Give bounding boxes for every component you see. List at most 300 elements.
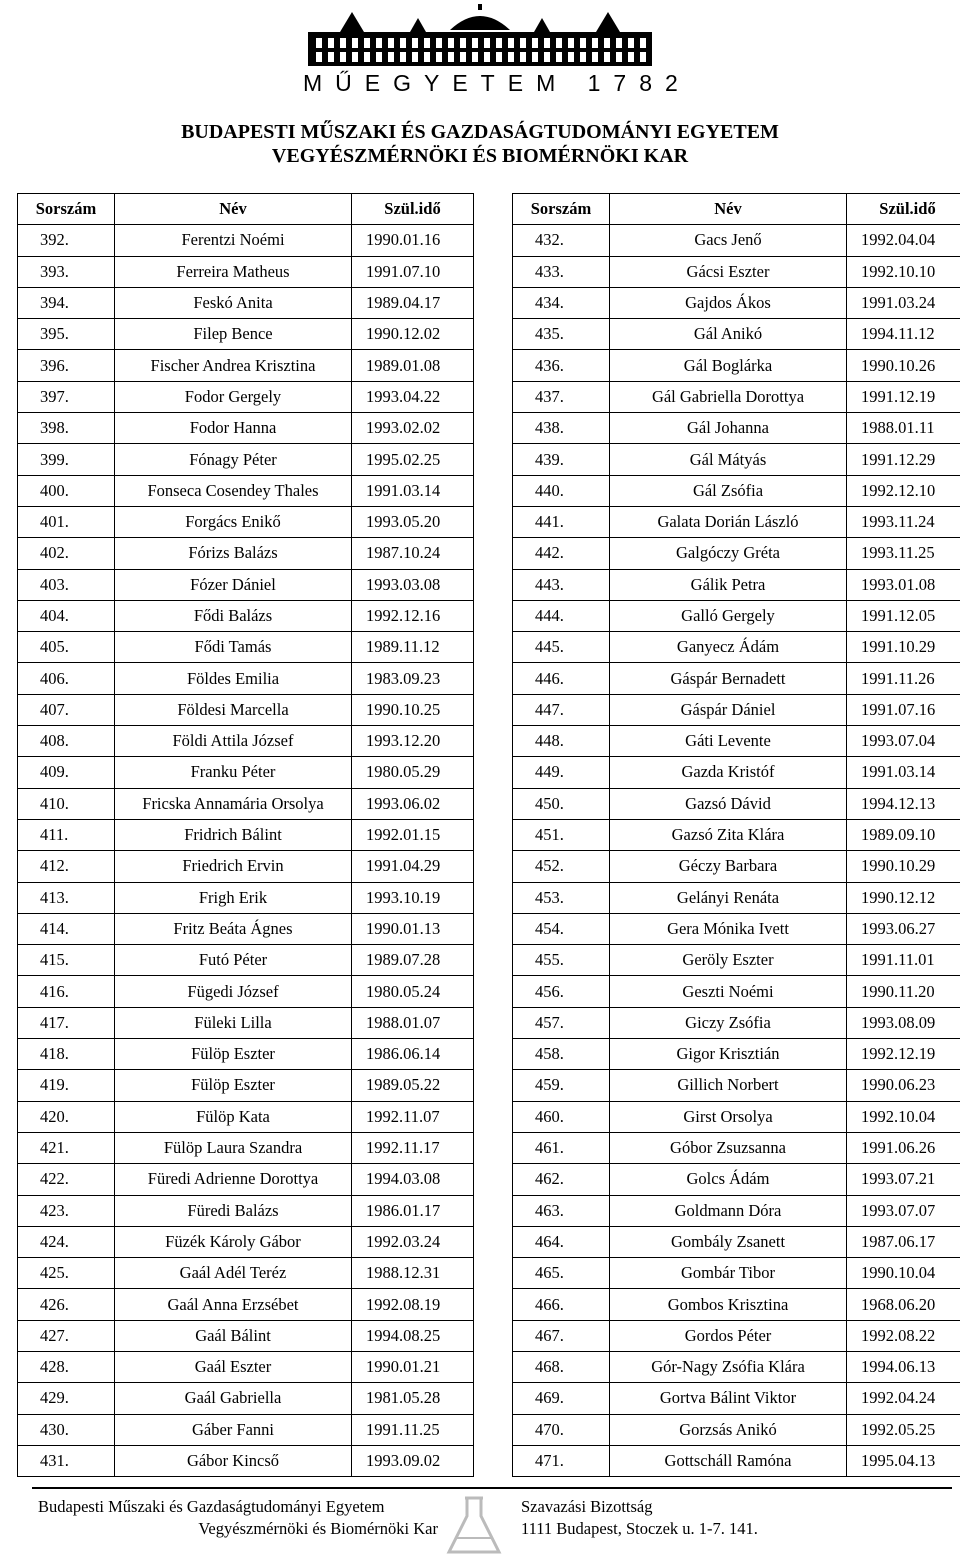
birthdate-cell: 1989.07.28 xyxy=(352,945,474,976)
name-cell: Gortva Bálint Viktor xyxy=(610,1383,847,1414)
name-cell: Fülöp Eszter xyxy=(115,1070,352,1101)
name-cell: Fődi Tamás xyxy=(115,632,352,663)
birthdate-cell: 1994.06.13 xyxy=(847,1351,960,1382)
table-row xyxy=(513,1070,960,1101)
serial-cell: 469. xyxy=(513,1383,610,1414)
column-header-name: Név xyxy=(610,194,847,225)
serial-cell: 425. xyxy=(18,1258,115,1289)
serial-cell: 443. xyxy=(513,569,610,600)
name-cell: Gazda Kristóf xyxy=(610,757,847,788)
serial-cell: 398. xyxy=(18,413,115,444)
name-cell: Füredi Balázs xyxy=(115,1195,352,1226)
serial-cell: 419. xyxy=(18,1070,115,1101)
birthdate-cell: 1995.04.13 xyxy=(847,1445,960,1476)
column-header-name: Név xyxy=(115,194,352,225)
name-cell: Friedrich Ervin xyxy=(115,851,352,882)
birthdate-cell: 1991.03.24 xyxy=(847,287,960,318)
birthdate-cell: 1990.12.02 xyxy=(352,319,474,350)
birthdate-cell: 1990.01.13 xyxy=(352,913,474,944)
table-row xyxy=(513,225,960,256)
birthdate-cell: 1993.11.25 xyxy=(847,538,960,569)
table-row xyxy=(513,851,960,882)
name-cell: Golcs Ádám xyxy=(610,1164,847,1195)
table-row xyxy=(513,1101,960,1132)
birthdate-cell: 1987.06.17 xyxy=(847,1226,960,1257)
birthdate-cell: 1990.10.25 xyxy=(352,694,474,725)
table-row xyxy=(513,256,960,287)
table-row xyxy=(513,882,960,913)
serial-cell: 421. xyxy=(18,1132,115,1163)
serial-cell: 438. xyxy=(513,413,610,444)
birthdate-cell: 1991.12.05 xyxy=(847,600,960,631)
table-row xyxy=(18,506,474,537)
name-cell: Gazsó Dávid xyxy=(610,788,847,819)
serial-cell: 449. xyxy=(513,757,610,788)
name-cell: Gombos Krisztina xyxy=(610,1289,847,1320)
table-row xyxy=(513,788,960,819)
name-cell: Fridrich Bálint xyxy=(115,819,352,850)
serial-cell: 397. xyxy=(18,381,115,412)
serial-cell: 418. xyxy=(18,1039,115,1070)
name-cell: Gombály Zsanett xyxy=(610,1226,847,1257)
name-cell: Fülöp Eszter xyxy=(115,1039,352,1070)
birthdate-cell: 1988.01.11 xyxy=(847,413,960,444)
table-row xyxy=(513,1383,960,1414)
candidate-table-right xyxy=(512,193,960,1477)
birthdate-cell: 1988.12.31 xyxy=(352,1258,474,1289)
table-row xyxy=(513,1007,960,1038)
table-row xyxy=(18,225,474,256)
serial-cell: 417. xyxy=(18,1007,115,1038)
serial-cell: 414. xyxy=(18,913,115,944)
name-cell: Fónagy Péter xyxy=(115,444,352,475)
name-cell: Füleki Lilla xyxy=(115,1007,352,1038)
table-row xyxy=(18,319,474,350)
serial-cell: 399. xyxy=(18,444,115,475)
table-row xyxy=(18,350,474,381)
table-row xyxy=(18,1258,474,1289)
birthdate-cell: 1991.03.14 xyxy=(352,475,474,506)
name-cell: Füredi Adrienne Dorottya xyxy=(115,1164,352,1195)
birthdate-cell: 1994.08.25 xyxy=(352,1320,474,1351)
birthdate-cell: 1992.10.10 xyxy=(847,256,960,287)
name-cell: Fülöp Laura Szandra xyxy=(115,1132,352,1163)
serial-cell: 446. xyxy=(513,663,610,694)
serial-cell: 451. xyxy=(513,819,610,850)
table-row xyxy=(513,506,960,537)
birthdate-cell: 1994.03.08 xyxy=(352,1164,474,1195)
name-cell: Fritz Beáta Ágnes xyxy=(115,913,352,944)
table-row xyxy=(513,913,960,944)
name-cell: Geszti Noémi xyxy=(610,976,847,1007)
table-row xyxy=(513,1351,960,1382)
table-row xyxy=(513,1039,960,1070)
table-row xyxy=(18,632,474,663)
birthdate-cell: 1987.10.24 xyxy=(352,538,474,569)
name-cell: Gera Mónika Ivett xyxy=(610,913,847,944)
birthdate-cell: 1992.12.16 xyxy=(352,600,474,631)
serial-cell: 468. xyxy=(513,1351,610,1382)
birthdate-cell: 1991.11.25 xyxy=(352,1414,474,1445)
table-row xyxy=(18,1414,474,1445)
serial-cell: 426. xyxy=(18,1289,115,1320)
table-row xyxy=(513,757,960,788)
name-cell: Fózer Dániel xyxy=(115,569,352,600)
table-row xyxy=(513,1164,960,1195)
table-row xyxy=(513,413,960,444)
birthdate-cell: 1993.08.09 xyxy=(847,1007,960,1038)
birthdate-cell: 1992.11.07 xyxy=(352,1101,474,1132)
name-cell: Gál Gabriella Dorottya xyxy=(610,381,847,412)
birthdate-cell: 1992.08.19 xyxy=(352,1289,474,1320)
name-cell: Fődi Balázs xyxy=(115,600,352,631)
table-row xyxy=(513,569,960,600)
table-row xyxy=(18,381,474,412)
table-row xyxy=(18,1132,474,1163)
birthdate-cell: 1992.01.15 xyxy=(352,819,474,850)
name-cell: Gaál Adél Teréz xyxy=(115,1258,352,1289)
name-cell: Gaál Gabriella xyxy=(115,1383,352,1414)
serial-cell: 392. xyxy=(18,225,115,256)
name-cell: Fodor Hanna xyxy=(115,413,352,444)
name-cell: Gaál Eszter xyxy=(115,1351,352,1382)
birthdate-cell: 1995.02.25 xyxy=(352,444,474,475)
birthdate-cell: 1993.03.08 xyxy=(352,569,474,600)
birthdate-cell: 1991.06.26 xyxy=(847,1132,960,1163)
serial-cell: 447. xyxy=(513,694,610,725)
birthdate-cell: 1989.01.08 xyxy=(352,350,474,381)
serial-cell: 435. xyxy=(513,319,610,350)
table-row xyxy=(18,444,474,475)
serial-cell: 416. xyxy=(18,976,115,1007)
birthdate-cell: 1992.08.22 xyxy=(847,1320,960,1351)
birthdate-cell: 1993.10.19 xyxy=(352,882,474,913)
serial-cell: 406. xyxy=(18,663,115,694)
name-cell: Gáspár Dániel xyxy=(610,694,847,725)
serial-cell: 455. xyxy=(513,945,610,976)
birthdate-cell: 1992.11.17 xyxy=(352,1132,474,1163)
name-cell: Gáspár Bernadett xyxy=(610,663,847,694)
serial-cell: 422. xyxy=(18,1164,115,1195)
name-cell: Gáber Fanni xyxy=(115,1414,352,1445)
serial-cell: 456. xyxy=(513,976,610,1007)
birthdate-cell: 1993.12.20 xyxy=(352,726,474,757)
table-row xyxy=(18,1289,474,1320)
name-cell: Fodor Gergely xyxy=(115,381,352,412)
table-row xyxy=(18,1351,474,1382)
birthdate-cell: 1991.04.29 xyxy=(352,851,474,882)
serial-cell: 450. xyxy=(513,788,610,819)
name-cell: Földes Emilia xyxy=(115,663,352,694)
birthdate-cell: 1989.04.17 xyxy=(352,287,474,318)
name-cell: Gajdos Ákos xyxy=(610,287,847,318)
birthdate-cell: 1993.01.08 xyxy=(847,569,960,600)
table-row xyxy=(18,1195,474,1226)
birthdate-cell: 1990.10.26 xyxy=(847,350,960,381)
name-cell: Gaál Anna Erzsébet xyxy=(115,1289,352,1320)
table-row xyxy=(513,1445,960,1476)
birthdate-cell: 1989.09.10 xyxy=(847,819,960,850)
table-row xyxy=(513,538,960,569)
building-icon xyxy=(300,4,660,68)
name-cell: Gál Zsófia xyxy=(610,475,847,506)
serial-cell: 393. xyxy=(18,256,115,287)
table-row xyxy=(513,976,960,1007)
faculty-name: VEGYÉSZMÉRNÖKI ÉS BIOMÉRNÖKI KAR xyxy=(271,145,689,167)
serial-cell: 463. xyxy=(513,1195,610,1226)
name-cell: Gordos Péter xyxy=(610,1320,847,1351)
birthdate-cell: 1983.09.23 xyxy=(352,663,474,694)
name-cell: Feskó Anita xyxy=(115,287,352,318)
birthdate-cell: 1990.10.29 xyxy=(847,851,960,882)
table-row xyxy=(18,1039,474,1070)
serial-cell: 400. xyxy=(18,475,115,506)
name-cell: Fischer Andrea Krisztina xyxy=(115,350,352,381)
university-name: BUDAPESTI MŰSZAKI ÉS GAZDASÁGTUDOMÁNYI EGYETEM xyxy=(181,121,779,143)
name-cell: Ferentzi Noémi xyxy=(115,225,352,256)
table-row xyxy=(513,444,960,475)
birthdate-cell: 1992.03.24 xyxy=(352,1226,474,1257)
serial-cell: 420. xyxy=(18,1101,115,1132)
birthdate-cell: 1992.04.04 xyxy=(847,225,960,256)
name-cell: Fórizs Balázs xyxy=(115,538,352,569)
serial-cell: 431. xyxy=(18,1445,115,1476)
candidate-table-left xyxy=(17,193,474,1477)
serial-cell: 454. xyxy=(513,913,610,944)
serial-cell: 439. xyxy=(513,444,610,475)
table-header-row xyxy=(513,194,960,225)
birthdate-cell: 1991.07.16 xyxy=(847,694,960,725)
name-cell: Gorzsás Anikó xyxy=(610,1414,847,1445)
serial-cell: 464. xyxy=(513,1226,610,1257)
table-row xyxy=(513,1132,960,1163)
table-row xyxy=(18,1226,474,1257)
serial-cell: 452. xyxy=(513,851,610,882)
birthdate-cell: 1993.07.07 xyxy=(847,1195,960,1226)
footer-address: 1111 Budapest, Stoczek u. 1-7. 141. xyxy=(521,1519,758,1538)
table-row xyxy=(513,1258,960,1289)
name-cell: Forgács Enikő xyxy=(115,506,352,537)
birthdate-cell: 1993.09.02 xyxy=(352,1445,474,1476)
birthdate-cell: 1990.01.16 xyxy=(352,225,474,256)
serial-cell: 401. xyxy=(18,506,115,537)
name-cell: Geröly Eszter xyxy=(610,945,847,976)
serial-cell: 457. xyxy=(513,1007,610,1038)
table-row xyxy=(513,1195,960,1226)
birthdate-cell: 1989.11.12 xyxy=(352,632,474,663)
serial-cell: 412. xyxy=(18,851,115,882)
serial-cell: 460. xyxy=(513,1101,610,1132)
birthdate-cell: 1993.04.22 xyxy=(352,381,474,412)
serial-cell: 440. xyxy=(513,475,610,506)
serial-cell: 461. xyxy=(513,1132,610,1163)
birthdate-cell: 1992.12.10 xyxy=(847,475,960,506)
serial-cell: 432. xyxy=(513,225,610,256)
birthdate-cell: 1994.12.13 xyxy=(847,788,960,819)
birthdate-cell: 1993.07.21 xyxy=(847,1164,960,1195)
birthdate-cell: 1968.06.20 xyxy=(847,1289,960,1320)
serial-cell: 429. xyxy=(18,1383,115,1414)
table-row xyxy=(513,1289,960,1320)
serial-cell: 408. xyxy=(18,726,115,757)
table-row xyxy=(18,1445,474,1476)
birthdate-cell: 1992.05.25 xyxy=(847,1414,960,1445)
birthdate-cell: 1980.05.29 xyxy=(352,757,474,788)
serial-cell: 411. xyxy=(18,819,115,850)
serial-cell: 424. xyxy=(18,1226,115,1257)
serial-cell: 462. xyxy=(513,1164,610,1195)
university-logo xyxy=(0,0,960,110)
column-header-birthdate: Szül.idő xyxy=(847,194,960,225)
birthdate-cell: 1988.01.07 xyxy=(352,1007,474,1038)
table-row xyxy=(18,1070,474,1101)
footer-left xyxy=(38,1496,438,1540)
column-header-serial: Sorszám xyxy=(513,194,610,225)
serial-cell: 413. xyxy=(18,882,115,913)
table-row xyxy=(513,287,960,318)
footer-university: Budapesti Műszaki és Gazdaságtudományi Egyetem xyxy=(38,1497,385,1516)
page-heading xyxy=(0,120,960,168)
table-row xyxy=(18,1007,474,1038)
birthdate-cell: 1993.02.02 xyxy=(352,413,474,444)
name-cell: Gábor Kincső xyxy=(115,1445,352,1476)
table-row xyxy=(18,569,474,600)
table-row xyxy=(18,882,474,913)
table-row xyxy=(18,913,474,944)
name-cell: Franku Péter xyxy=(115,757,352,788)
table-row xyxy=(18,475,474,506)
table-row xyxy=(513,475,960,506)
birthdate-cell: 1993.05.20 xyxy=(352,506,474,537)
table-row xyxy=(513,1226,960,1257)
name-cell: Ferreira Matheus xyxy=(115,256,352,287)
name-cell: Géczy Barbara xyxy=(610,851,847,882)
serial-cell: 402. xyxy=(18,538,115,569)
table-header-row xyxy=(18,194,474,225)
serial-cell: 466. xyxy=(513,1289,610,1320)
birthdate-cell: 1991.10.29 xyxy=(847,632,960,663)
name-cell: Gombár Tibor xyxy=(610,1258,847,1289)
table-row xyxy=(18,663,474,694)
name-cell: Gillich Norbert xyxy=(610,1070,847,1101)
birthdate-cell: 1992.12.19 xyxy=(847,1039,960,1070)
birthdate-cell: 1994.11.12 xyxy=(847,319,960,350)
footer-faculty: Vegyészmérnöki és Biomérnöki Kar xyxy=(198,1519,438,1538)
birthdate-cell: 1993.06.02 xyxy=(352,788,474,819)
table-row xyxy=(18,694,474,725)
name-cell: Gál Anikó xyxy=(610,319,847,350)
table-row xyxy=(18,757,474,788)
birthdate-cell: 1981.05.28 xyxy=(352,1383,474,1414)
name-cell: Gálik Petra xyxy=(610,569,847,600)
table-row xyxy=(18,600,474,631)
footer-right xyxy=(521,1496,941,1540)
serial-cell: 470. xyxy=(513,1414,610,1445)
serial-cell: 403. xyxy=(18,569,115,600)
name-cell: Ganyecz Ádám xyxy=(610,632,847,663)
birthdate-cell: 1992.04.24 xyxy=(847,1383,960,1414)
birthdate-cell: 1991.03.14 xyxy=(847,757,960,788)
birthdate-cell: 1980.05.24 xyxy=(352,976,474,1007)
name-cell: Gigor Krisztián xyxy=(610,1039,847,1070)
birthdate-cell: 1993.07.04 xyxy=(847,726,960,757)
serial-cell: 433. xyxy=(513,256,610,287)
table-row xyxy=(18,1101,474,1132)
table-row xyxy=(513,726,960,757)
serial-cell: 396. xyxy=(18,350,115,381)
birthdate-cell: 1990.10.04 xyxy=(847,1258,960,1289)
table-row xyxy=(18,945,474,976)
name-cell: Gazsó Zita Klára xyxy=(610,819,847,850)
serial-cell: 434. xyxy=(513,287,610,318)
serial-cell: 415. xyxy=(18,945,115,976)
serial-cell: 441. xyxy=(513,506,610,537)
birthdate-cell: 1991.07.10 xyxy=(352,256,474,287)
name-cell: Gelányi Renáta xyxy=(610,882,847,913)
table-row xyxy=(18,1383,474,1414)
column-header-serial: Sorszám xyxy=(18,194,115,225)
serial-cell: 427. xyxy=(18,1320,115,1351)
birthdate-cell: 1986.06.14 xyxy=(352,1039,474,1070)
column-header-birthdate: Szül.idő xyxy=(352,194,474,225)
name-cell: Gáti Levente xyxy=(610,726,847,757)
serial-cell: 404. xyxy=(18,600,115,631)
name-cell: Fricska Annamária Orsolya xyxy=(115,788,352,819)
name-cell: Gácsi Eszter xyxy=(610,256,847,287)
table-row xyxy=(513,1320,960,1351)
table-row xyxy=(18,819,474,850)
table-row xyxy=(513,350,960,381)
table-row xyxy=(18,1164,474,1195)
table-row xyxy=(513,663,960,694)
birthdate-cell: 1993.06.27 xyxy=(847,913,960,944)
serial-cell: 405. xyxy=(18,632,115,663)
name-cell: Gaál Bálint xyxy=(115,1320,352,1351)
name-cell: Gacs Jenő xyxy=(610,225,847,256)
serial-cell: 467. xyxy=(513,1320,610,1351)
table-row xyxy=(18,788,474,819)
serial-cell: 409. xyxy=(18,757,115,788)
table-row xyxy=(513,819,960,850)
name-cell: Füzék Károly Gábor xyxy=(115,1226,352,1257)
serial-cell: 394. xyxy=(18,287,115,318)
table-body-left xyxy=(18,225,474,1477)
name-cell: Filep Bence xyxy=(115,319,352,350)
serial-cell: 471. xyxy=(513,1445,610,1476)
serial-cell: 442. xyxy=(513,538,610,569)
name-cell: Goldmann Dóra xyxy=(610,1195,847,1226)
name-cell: Giczy Zsófia xyxy=(610,1007,847,1038)
birthdate-cell: 1992.10.04 xyxy=(847,1101,960,1132)
birthdate-cell: 1991.12.19 xyxy=(847,381,960,412)
table-row xyxy=(513,632,960,663)
table-row xyxy=(18,1320,474,1351)
table-row xyxy=(18,851,474,882)
serial-cell: 436. xyxy=(513,350,610,381)
name-cell: Fonseca Cosendey Thales xyxy=(115,475,352,506)
serial-cell: 465. xyxy=(513,1258,610,1289)
name-cell: Galata Dorián László xyxy=(610,506,847,537)
table-row xyxy=(18,256,474,287)
birthdate-cell: 1990.12.12 xyxy=(847,882,960,913)
footer-divider xyxy=(32,1487,952,1489)
serial-cell: 459. xyxy=(513,1070,610,1101)
name-cell: Frigh Erik xyxy=(115,882,352,913)
serial-cell: 407. xyxy=(18,694,115,725)
table-row xyxy=(18,976,474,1007)
birthdate-cell: 1993.11.24 xyxy=(847,506,960,537)
name-cell: Fülöp Kata xyxy=(115,1101,352,1132)
